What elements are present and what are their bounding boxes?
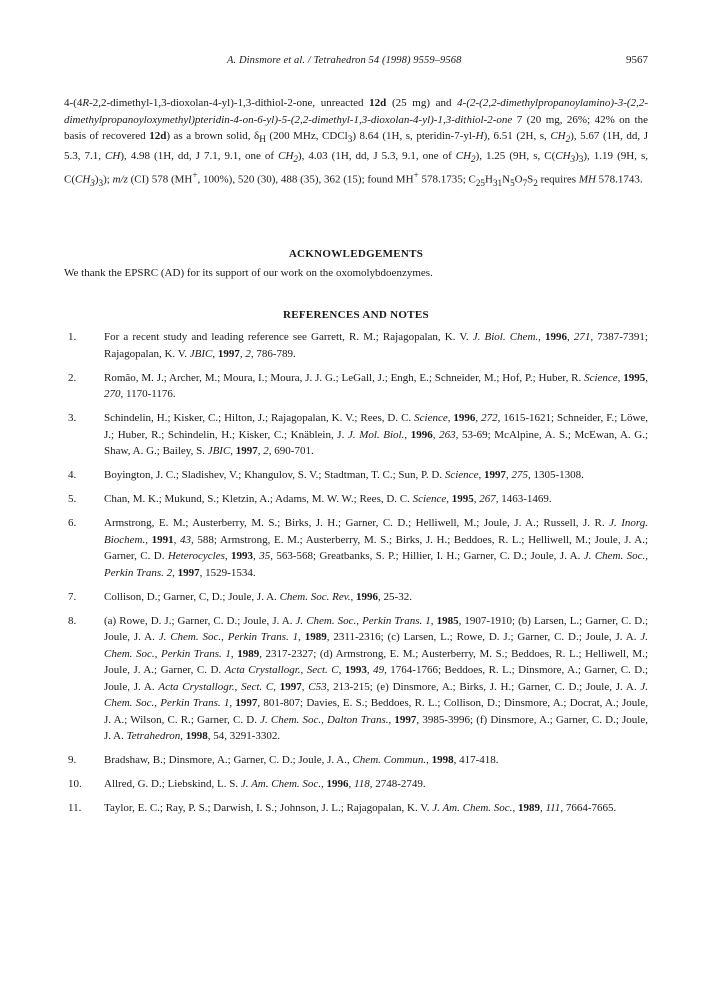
reference-number: 3. (68, 412, 77, 424)
reference-text: Bradshaw, B.; Dinsmore, A.; Garner, C. D.; Joule, J. A., Chem. Commun., 1998, 417-418. (104, 754, 499, 766)
reference-item (64, 329, 648, 362)
reference-item (64, 515, 648, 581)
reference-item (64, 491, 648, 508)
reference-item (64, 467, 648, 484)
reference-number: 7. (68, 590, 77, 603)
reference-item (64, 589, 648, 606)
reference-text: Collison, D.; Garner, C, D.; Joule, J. A. Chem. Soc. Rev., 1996, 25-32. (104, 590, 412, 603)
reference-number: 10. (68, 778, 82, 790)
reference-number: 2. (68, 371, 77, 384)
experimental-paragraph: 4-(4R-2,2-dimethyl-1,3-dioxolan-4-yl)-1,3-dithiol-2-one, unreacted 12d (25 mg) and 4-(2-(2,2-dimethylpropanoylamino)-3-(2,2-dimethylpropanoyloxymethyl)pteridin-4-on-6-yl)-5-(2,2-dimethyl-1,3-dioxolan-4-yl)-1,3-dithiol-2-one 7 (20 mg, 26%; 42% on the basis of recovered 12d) as a brown solid, $\delta_H$ (200 MHz, CDCl$_3$) 8.64 (1H, s, pteridin-7-yl-H), 6.51 (2H, s, $CH_2$), 5.67 (1H, dd, J 5.3, 7.1, CH), 4.98 (1H, dd, J 7.1, 9.1, one of $CH_2$), 4.03 (1H, dd, J 5.3, 9.1, one of $CH_2$), 1.25 (9H, s, $C(CH_3)_3$), 1.19 (9H, s, $C(CH_3)_3$); m/z (CI) 578 (MH+, 100%), 520 (30), 488 (35), 362 (15); found MH+ 578.1735; $C_{25}H_{31}N_5O_7S_2$ requires MH 578.1743. (64, 97, 648, 189)
reference-number: 4. (68, 469, 77, 481)
references-heading: REFERENCES AND NOTES (283, 309, 429, 321)
reference-text: Chan, M. K.; Mukund, S.; Kletzin, A.; Adams, M. W. W.; Rees, D. C. Science, 1995, 267, 1463-1469. (104, 493, 552, 505)
reference-number: 6. (68, 517, 77, 529)
reference-number: 11. (68, 802, 82, 814)
reference-text: Romão, M. J.; Archer, M.; Moura, I.; Moura, J. J. G.; LeGall, J.; Engh, E.; Schneider, M.; Hof, P.; Huber, R. Science, 1995, 270, 1170-1176. (104, 371, 649, 400)
reference-text: (a) Rowe, D. J.; Garner, C. D.; Joule, J. A. J. Chem. Soc., Perkin Trans. 1, 1985, 1907-1910; (b) Larsen, L.; Garner, C. D.; Joule, J. A. J. Chem. Soc., Perkin Trans. 1, 1989, 2311-2316; (c) Larsen, L.; Rowe, D. J.; Garner, C. D.; Joule, J. A. J. Chem. Soc., Perkin Trans. 1, 1989, 2317-2327; (d) Armstrong, E. M.; Austerberry, M. S.; Beddoes, R. L.; Helliwell, M.; Joule, J. A.; Garner, C. D. Acta Crystallogr., Sect. C, 1993, 49, 1764-1766; Beddoes, R. L.; Dinsmore, A.; Garner, C. D.; Joule, J. A. Acta Crystallogr., Sect. C, 1997, C53, 213-215; (e) Dinsmore, A.; Birks, J. H.; Garner, C. D.; Joule, J. A. J. Chem. Soc., Perkin Trans. 1, 1997, 801-807; Davies, E. S.; Beddoes, R. L.; Collison, D.; Dinsmore, A.; Docrat, A.; Joule, J. A.; Wilson, C. R.; Garner, C. D. J. Chem. Soc., Dalton Trans., 1997, 3985-3996; (f) Dinsmore, A.; Garner, C. D.; Joule, J. A. Tetrahedron, 1998, 54, 3291-3302. (104, 614, 649, 742)
reference-item (64, 752, 648, 769)
reference-text: Allred, G. D.; Liebskind, L. S. J. Am. Chem. Soc., 1996, 118, 2748-2749. (104, 778, 426, 790)
reference-number: 8. (68, 614, 77, 627)
reference-text: Boyington, J. C.; Sladishev, V.; Khangulov, S. V.; Stadtman, T. C.; Sun, P. D. Science, 1997, 275, 1305-1308. (104, 469, 584, 481)
reference-number: 9. (68, 754, 77, 766)
reference-item (64, 800, 648, 817)
reference-text: Schindelin, H.; Kisker, C.; Hilton, J.; Rajagopalan, K. V.; Rees, D. C. Science, 1996, 272, 1615-1621; Schneider, F.; Löwe, J.; Huber, R.; Schindelin, H.; Kisker, C.; Knäblein, J. J. Mol. Biol., 1996, 263, 53-69; McAlpine, A. S.; McEwan, A. G.; Shaw, A. G.; Bailey, S. JBIC, 1997, 2, 690-701. (104, 412, 649, 457)
reference-text: Armstrong, E. M.; Austerberry, M. S.; Birks, J. H.; Garner, C. D.; Helliwell, M.; Joule, J. A.; Russell, J. R. J. Inorg. Biochem., 1991, 43, 588; Armstrong, E. M.; Austerberry, M. S.; Birks, J. H.; Beddoes, R. L.; Helliwell, M.; Joule, J. A.; Garner, C. D. Heterocycles, 1993, 35, 563-568; Greatbanks, S. P.; Hillier, I. H.; Garner, C. D.; Joule, J. A. J. Chem. Soc., Perkin Trans. 2, 1997, 1529-1534. (104, 517, 649, 579)
reference-text: Taylor, E. C.; Ray, P. S.; Darwish, I. S.; Johnson, J. L.; Rajagopalan, K. V. J. Am. Chem. Soc., 1989, 111, 7664-7665. (104, 802, 617, 814)
reference-text: For a recent study and leading reference see Garrett, R. M.; Rajagopalan, K. V. J. Biol. Chem., 1996, 271, 7387-7391; Rajagopalan, K. V. JBIC, 1997, 2, 786-789. (104, 331, 648, 360)
reference-item (64, 410, 648, 460)
reference-item (64, 776, 648, 793)
reference-number: 5. (68, 493, 77, 505)
reference-item (64, 370, 648, 403)
acknowledgements-text: We thank the EPSRC (AD) for its support of our work on the oxomolybdoenzymes. (64, 267, 433, 279)
acknowledgements-heading: ACKNOWLEDGEMENTS (288, 248, 424, 260)
page-number: 9567 (626, 54, 648, 66)
references-list (64, 329, 648, 824)
running-head: A. Dinsmore et al. / Tetrahedron 54 (1998) 9559–9568 (227, 55, 462, 66)
reference-item (64, 613, 648, 745)
reference-number: 1. (68, 331, 77, 343)
